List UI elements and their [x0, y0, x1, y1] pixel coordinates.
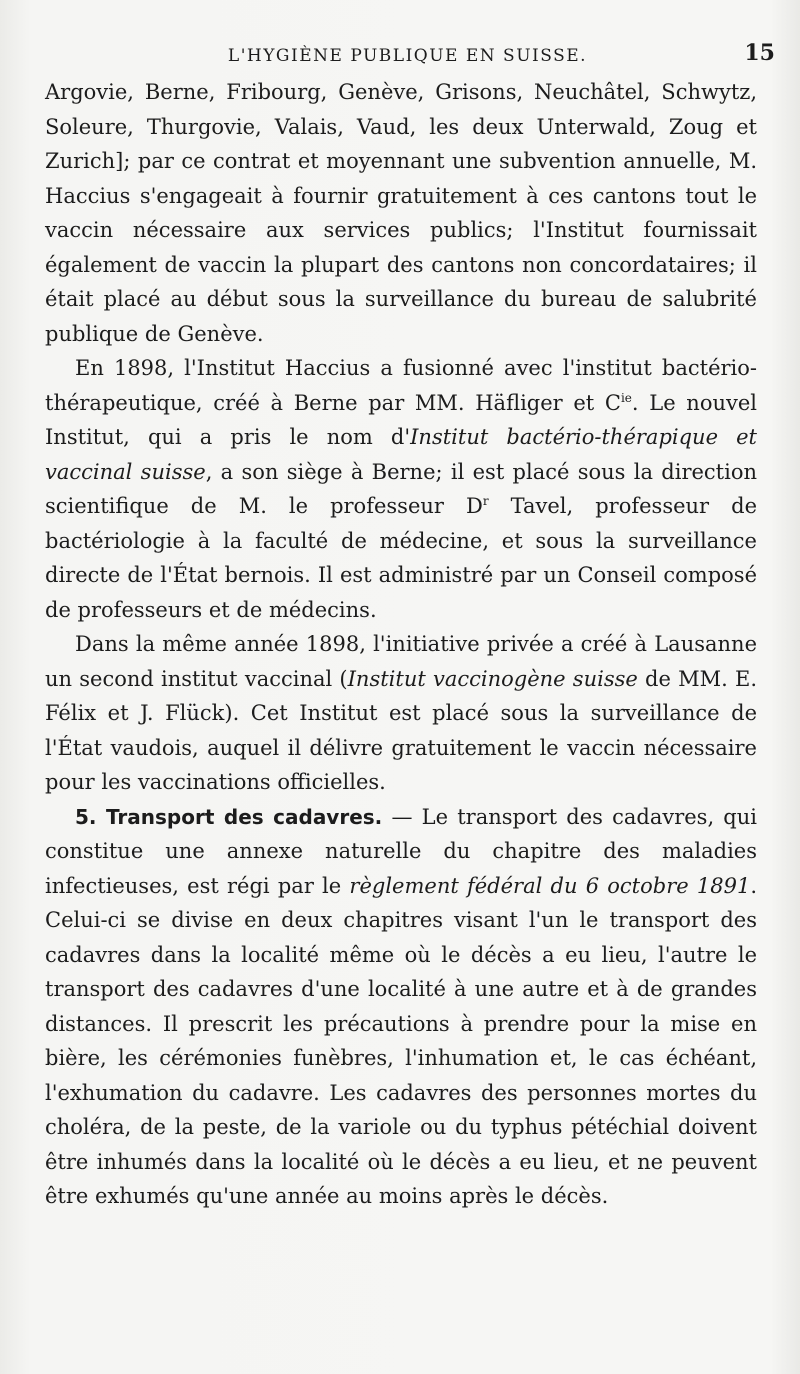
running-header	[40, 40, 775, 70]
institute-name: Institut vaccinogène suisse	[347, 666, 638, 691]
paragraph-institut-lausanne	[45, 627, 757, 800]
paragraph-continued	[45, 75, 757, 351]
paragraph-text: Tavel, professeur de bactériologie à la faculté de médecine, et sous la surveillance directe de l'État bernois. Il est administré par un Conseil composé de professeurs et de médecins.	[45, 494, 757, 622]
paragraph-text: . Le nouvel Institut, qui a pris le nom d'	[45, 390, 757, 449]
section-heading: 5. Transport des cadavres.	[75, 804, 383, 829]
paragraph-institut-bernois	[45, 351, 757, 627]
paragraph-text: — Le transport des cadavres, qui constitue une annexe naturelle du chapitre des maladies infectieuses, est régi par le	[45, 804, 757, 898]
regulation-title: règlement fédéral du 6 octobre 1891	[349, 873, 751, 898]
paragraph-text: . Celui-ci se divise en deux chapitres visant l'un le transport des cadavres dans la localité même où le décès a eu lieu, l'autre le transport des cadavres d'une localité à une autre et à de grandes distances. Il prescrit les précautions à prendre pour la mise en bière, les cérémonies funèbres, l'inhumation et, le cas échéant, l'exhumation du cadavre. Les cadavres des personnes mortes du choléra, de la peste, de la variole ou du typhus pétéchial doivent être inhumés dans la localité où le décès a eu lieu, et ne peuvent être exhumés qu'une année au moins après le décès.	[45, 873, 758, 1208]
paragraph-transport-cadavres	[45, 800, 757, 1214]
paragraph-text: Dans la même année 1898, l'initiative privée a créé à Lausanne un second institut vaccinal (	[45, 632, 757, 691]
body-text	[45, 75, 757, 1214]
paragraph-text: En 1898, l'Institut Haccius a fusionné avec l'institut bactério-thérapeutique, créé à Berne par MM. Häfliger et C	[45, 356, 757, 415]
paragraph-text: de MM. E. Félix et J. Flück). Cet Institut est placé sous la surveillance de l'État vaudois, auquel il délivre gratuitement le vaccin nécessaire pour les vaccinations officielles.	[45, 666, 757, 794]
page-number: 15	[744, 40, 775, 66]
superscript: r	[482, 494, 489, 508]
paragraph-text: Argovie, Berne, Fribourg, Genève, Grisons, Neuchâtel, Schwytz, Soleure, Thurgovie, Valais, Vaud, les deux Unterwald, Zoug et Zurich]; par ce contrat et moyennant une subvention annuelle, M. Haccius s'engageait à fournir gratuitement à ces cantons tout le vaccin nécessaire aux services publics; l'Institut fournissait également de vaccin la plupart des cantons non concordataires; il était placé au début sous la surveillance du bureau de salubrité publique de Genève.	[45, 80, 757, 346]
institute-name: Institut bactério-thérapique et vaccinal suisse	[45, 425, 757, 484]
superscript: ie	[620, 390, 632, 405]
running-title: L'HYGIÈNE PUBLIQUE EN SUISSE.	[227, 46, 588, 66]
paragraph-text: , a son siège à Berne; il est placé sous la direction scientifique de M. le professeur D	[45, 459, 757, 518]
